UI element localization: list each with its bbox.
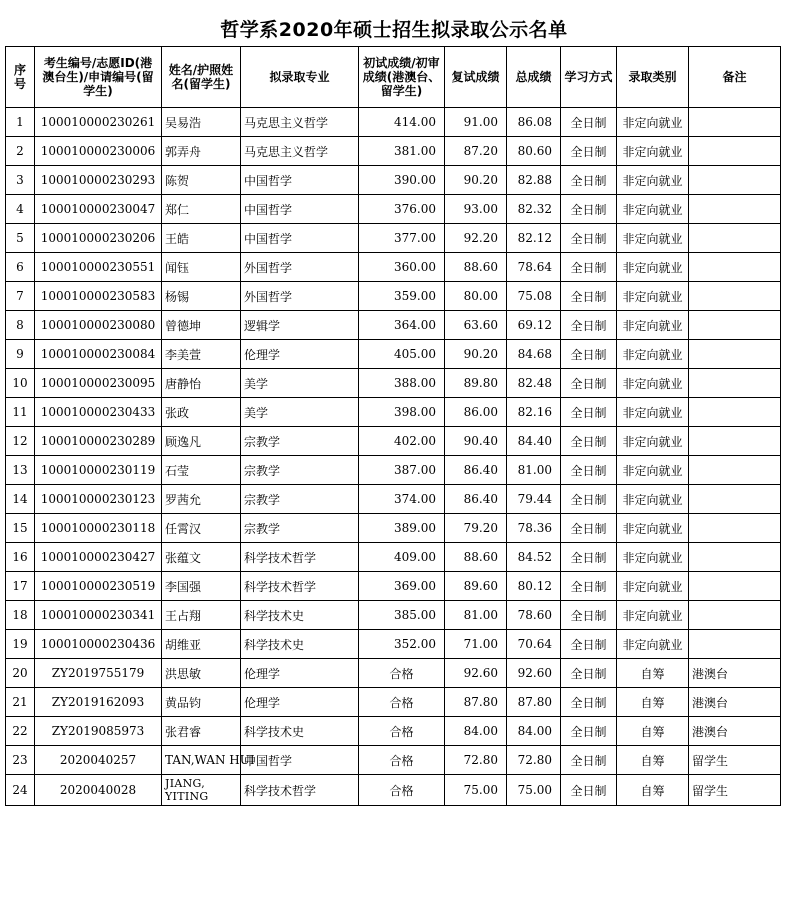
- cell-name: 顾逸凡: [162, 427, 241, 456]
- header-name: 姓名/护照姓名(留学生): [162, 47, 241, 108]
- cell-initial-score: 402.00: [359, 427, 445, 456]
- cell-retest-score: 93.00: [445, 195, 507, 224]
- cell-category: 非定向就业: [617, 572, 689, 601]
- cell-name: 李美萱: [162, 340, 241, 369]
- cell-retest-score: 80.00: [445, 282, 507, 311]
- cell-name: 黄品钧: [162, 688, 241, 717]
- cell-id: 2020040257: [35, 746, 162, 775]
- table-row: [6, 340, 781, 369]
- cell-note: [689, 311, 781, 340]
- cell-category: 非定向就业: [617, 166, 689, 195]
- cell-name: 洪思敏: [162, 659, 241, 688]
- cell-retest-score: 91.00: [445, 108, 507, 137]
- cell-category: 非定向就业: [617, 282, 689, 311]
- header-row: [6, 47, 781, 108]
- cell-major: 宗教学: [241, 485, 359, 514]
- cell-major: 宗教学: [241, 514, 359, 543]
- header-seq: 序号: [6, 47, 35, 108]
- cell-study-mode: 全日制: [561, 485, 617, 514]
- cell-note: [689, 369, 781, 398]
- cell-name: 唐静怡: [162, 369, 241, 398]
- cell-note: 港澳台: [689, 659, 781, 688]
- cell-retest-score: 92.60: [445, 659, 507, 688]
- cell-study-mode: 全日制: [561, 311, 617, 340]
- cell-note: [689, 340, 781, 369]
- page-title: 哲学系2020年硕士招生拟录取公示名单: [220, 19, 568, 41]
- table-row: [6, 456, 781, 485]
- cell-name: 郑仁: [162, 195, 241, 224]
- cell-category: 非定向就业: [617, 398, 689, 427]
- cell-initial-score: 377.00: [359, 224, 445, 253]
- cell-total-score: 82.32: [507, 195, 561, 224]
- cell-total-score: 80.60: [507, 137, 561, 166]
- cell-study-mode: 全日制: [561, 630, 617, 659]
- cell-note: 港澳台: [689, 688, 781, 717]
- cell-seq: 6: [6, 253, 35, 282]
- cell-note: [689, 253, 781, 282]
- cell-seq: 24: [6, 775, 35, 806]
- cell-id: 100010000230118: [35, 514, 162, 543]
- cell-study-mode: 全日制: [561, 688, 617, 717]
- cell-major: 科学技术史: [241, 717, 359, 746]
- cell-category: 自筹: [617, 775, 689, 806]
- cell-category: 非定向就业: [617, 311, 689, 340]
- header-total-score: 总成绩: [507, 47, 561, 108]
- cell-retest-score: 92.20: [445, 224, 507, 253]
- admission-table: [5, 46, 781, 806]
- cell-major: 美学: [241, 398, 359, 427]
- cell-id: 100010000230123: [35, 485, 162, 514]
- cell-retest-score: 81.00: [445, 601, 507, 630]
- cell-major: 科学技术哲学: [241, 775, 359, 806]
- table-row: [6, 659, 781, 688]
- cell-total-score: 84.00: [507, 717, 561, 746]
- cell-total-score: 92.60: [507, 659, 561, 688]
- cell-total-score: 78.60: [507, 601, 561, 630]
- cell-note: [689, 601, 781, 630]
- cell-initial-score: 合格: [359, 746, 445, 775]
- cell-name: 曾德坤: [162, 311, 241, 340]
- cell-category: 非定向就业: [617, 195, 689, 224]
- cell-study-mode: 全日制: [561, 456, 617, 485]
- cell-id: 100010000230436: [35, 630, 162, 659]
- cell-seq: 11: [6, 398, 35, 427]
- cell-id: 100010000230047: [35, 195, 162, 224]
- cell-category: 非定向就业: [617, 543, 689, 572]
- cell-id: 100010000230095: [35, 369, 162, 398]
- cell-initial-score: 387.00: [359, 456, 445, 485]
- cell-total-score: 87.80: [507, 688, 561, 717]
- table-row: [6, 311, 781, 340]
- cell-category: 非定向就业: [617, 427, 689, 456]
- cell-study-mode: 全日制: [561, 224, 617, 253]
- cell-study-mode: 全日制: [561, 601, 617, 630]
- table-row: [6, 746, 781, 775]
- cell-name: JIANG, YITING: [162, 775, 241, 806]
- cell-total-score: 82.88: [507, 166, 561, 195]
- cell-category: 非定向就业: [617, 514, 689, 543]
- cell-seq: 19: [6, 630, 35, 659]
- cell-note: 留学生: [689, 746, 781, 775]
- cell-category: 非定向就业: [617, 108, 689, 137]
- cell-seq: 17: [6, 572, 35, 601]
- cell-name: 杨锡: [162, 282, 241, 311]
- cell-total-score: 86.08: [507, 108, 561, 137]
- cell-category: 自筹: [617, 746, 689, 775]
- cell-name: 郭弄舟: [162, 137, 241, 166]
- cell-id: 100010000230206: [35, 224, 162, 253]
- cell-total-score: 84.40: [507, 427, 561, 456]
- cell-id: ZY2019755179: [35, 659, 162, 688]
- cell-id: ZY2019085973: [35, 717, 162, 746]
- cell-total-score: 81.00: [507, 456, 561, 485]
- cell-id: 100010000230551: [35, 253, 162, 282]
- cell-note: [689, 282, 781, 311]
- cell-note: 港澳台: [689, 717, 781, 746]
- cell-initial-score: 390.00: [359, 166, 445, 195]
- table-row: [6, 137, 781, 166]
- cell-major: 伦理学: [241, 340, 359, 369]
- cell-note: [689, 630, 781, 659]
- cell-name: 王皓: [162, 224, 241, 253]
- cell-category: 非定向就业: [617, 601, 689, 630]
- cell-id: 100010000230006: [35, 137, 162, 166]
- cell-study-mode: 全日制: [561, 543, 617, 572]
- header-initial-score: 初试成绩/初审成绩(港澳台、留学生): [359, 47, 445, 108]
- cell-id: 100010000230119: [35, 456, 162, 485]
- cell-category: 非定向就业: [617, 456, 689, 485]
- table-row: [6, 630, 781, 659]
- cell-seq: 9: [6, 340, 35, 369]
- table-row: [6, 543, 781, 572]
- cell-initial-score: 376.00: [359, 195, 445, 224]
- cell-name: 胡维亚: [162, 630, 241, 659]
- header-major: 拟录取专业: [241, 47, 359, 108]
- cell-category: 非定向就业: [617, 137, 689, 166]
- table-row: [6, 195, 781, 224]
- table-row: [6, 688, 781, 717]
- cell-total-score: 79.44: [507, 485, 561, 514]
- cell-note: [689, 485, 781, 514]
- cell-total-score: 69.12: [507, 311, 561, 340]
- table-row: [6, 601, 781, 630]
- cell-initial-score: 合格: [359, 717, 445, 746]
- cell-major: 逻辑学: [241, 311, 359, 340]
- cell-retest-score: 84.00: [445, 717, 507, 746]
- cell-total-score: 75.00: [507, 775, 561, 806]
- cell-retest-score: 89.60: [445, 572, 507, 601]
- cell-major: 中国哲学: [241, 166, 359, 195]
- cell-study-mode: 全日制: [561, 775, 617, 806]
- cell-category: 非定向就业: [617, 630, 689, 659]
- cell-study-mode: 全日制: [561, 253, 617, 282]
- cell-initial-score: 合格: [359, 775, 445, 806]
- cell-seq: 22: [6, 717, 35, 746]
- table-row: [6, 108, 781, 137]
- cell-retest-score: 90.40: [445, 427, 507, 456]
- cell-seq: 15: [6, 514, 35, 543]
- cell-id: 100010000230427: [35, 543, 162, 572]
- header-id: 考生编号/志愿ID(港澳台生)/申请编号(留学生): [35, 47, 162, 108]
- cell-seq: 16: [6, 543, 35, 572]
- cell-name: 陈贺: [162, 166, 241, 195]
- cell-note: [689, 456, 781, 485]
- cell-initial-score: 388.00: [359, 369, 445, 398]
- cell-name: 张君睿: [162, 717, 241, 746]
- cell-note: [689, 166, 781, 195]
- cell-id: 2020040028: [35, 775, 162, 806]
- cell-initial-score: 381.00: [359, 137, 445, 166]
- cell-seq: 13: [6, 456, 35, 485]
- cell-retest-score: 75.00: [445, 775, 507, 806]
- cell-initial-score: 合格: [359, 688, 445, 717]
- header-category: 录取类别: [617, 47, 689, 108]
- table-row: [6, 485, 781, 514]
- cell-note: [689, 108, 781, 137]
- cell-study-mode: 全日制: [561, 340, 617, 369]
- cell-retest-score: 86.40: [445, 485, 507, 514]
- cell-initial-score: 364.00: [359, 311, 445, 340]
- cell-study-mode: 全日制: [561, 282, 617, 311]
- cell-initial-score: 414.00: [359, 108, 445, 137]
- cell-study-mode: 全日制: [561, 166, 617, 195]
- table-row: [6, 717, 781, 746]
- cell-total-score: 75.08: [507, 282, 561, 311]
- cell-note: 留学生: [689, 775, 781, 806]
- cell-study-mode: 全日制: [561, 137, 617, 166]
- cell-seq: 12: [6, 427, 35, 456]
- cell-total-score: 80.12: [507, 572, 561, 601]
- cell-id: 100010000230519: [35, 572, 162, 601]
- table-row: [6, 166, 781, 195]
- cell-major: 中国哲学: [241, 224, 359, 253]
- cell-seq: 4: [6, 195, 35, 224]
- cell-name: 任霄汉: [162, 514, 241, 543]
- cell-note: [689, 137, 781, 166]
- cell-initial-score: 398.00: [359, 398, 445, 427]
- cell-total-score: 82.12: [507, 224, 561, 253]
- cell-retest-score: 86.40: [445, 456, 507, 485]
- cell-id: 100010000230080: [35, 311, 162, 340]
- cell-retest-score: 90.20: [445, 340, 507, 369]
- cell-major: 马克思主义哲学: [241, 137, 359, 166]
- table-row: [6, 369, 781, 398]
- header-study-mode: 学习方式: [561, 47, 617, 108]
- cell-initial-score: 360.00: [359, 253, 445, 282]
- cell-note: [689, 224, 781, 253]
- cell-major: 伦理学: [241, 688, 359, 717]
- cell-category: 非定向就业: [617, 485, 689, 514]
- table-row: [6, 572, 781, 601]
- cell-name: TAN,WAN HUI: [162, 746, 241, 775]
- cell-seq: 14: [6, 485, 35, 514]
- cell-name: 罗茜允: [162, 485, 241, 514]
- cell-total-score: 82.48: [507, 369, 561, 398]
- table-row: [6, 398, 781, 427]
- cell-total-score: 84.52: [507, 543, 561, 572]
- cell-category: 自筹: [617, 659, 689, 688]
- cell-category: 非定向就业: [617, 369, 689, 398]
- cell-note: [689, 514, 781, 543]
- table-body: [6, 108, 781, 806]
- cell-name: 闻钰: [162, 253, 241, 282]
- cell-id: ZY2019162093: [35, 688, 162, 717]
- cell-study-mode: 全日制: [561, 659, 617, 688]
- cell-seq: 20: [6, 659, 35, 688]
- cell-retest-score: 71.00: [445, 630, 507, 659]
- cell-name: 吴易浩: [162, 108, 241, 137]
- cell-category: 非定向就业: [617, 224, 689, 253]
- cell-retest-score: 63.60: [445, 311, 507, 340]
- cell-total-score: 78.64: [507, 253, 561, 282]
- cell-major: 美学: [241, 369, 359, 398]
- cell-study-mode: 全日制: [561, 108, 617, 137]
- cell-category: 非定向就业: [617, 340, 689, 369]
- cell-study-mode: 全日制: [561, 717, 617, 746]
- cell-study-mode: 全日制: [561, 427, 617, 456]
- cell-study-mode: 全日制: [561, 195, 617, 224]
- cell-retest-score: 79.20: [445, 514, 507, 543]
- cell-study-mode: 全日制: [561, 398, 617, 427]
- cell-study-mode: 全日制: [561, 572, 617, 601]
- table-row: [6, 253, 781, 282]
- cell-major: 中国哲学: [241, 195, 359, 224]
- table-row: [6, 224, 781, 253]
- cell-major: 宗教学: [241, 456, 359, 485]
- cell-name: 李国强: [162, 572, 241, 601]
- cell-initial-score: 409.00: [359, 543, 445, 572]
- cell-retest-score: 89.80: [445, 369, 507, 398]
- cell-id: 100010000230261: [35, 108, 162, 137]
- cell-major: 外国哲学: [241, 282, 359, 311]
- cell-total-score: 82.16: [507, 398, 561, 427]
- cell-study-mode: 全日制: [561, 746, 617, 775]
- table-row: [6, 514, 781, 543]
- cell-major: 科学技术哲学: [241, 543, 359, 572]
- cell-total-score: 72.80: [507, 746, 561, 775]
- cell-major: 伦理学: [241, 659, 359, 688]
- cell-initial-score: 合格: [359, 659, 445, 688]
- cell-name: 张政: [162, 398, 241, 427]
- cell-name: 张蕴文: [162, 543, 241, 572]
- cell-major: 外国哲学: [241, 253, 359, 282]
- cell-retest-score: 72.80: [445, 746, 507, 775]
- cell-study-mode: 全日制: [561, 369, 617, 398]
- cell-note: [689, 195, 781, 224]
- cell-note: [689, 543, 781, 572]
- cell-total-score: 84.68: [507, 340, 561, 369]
- cell-study-mode: 全日制: [561, 514, 617, 543]
- table-row: [6, 427, 781, 456]
- cell-seq: 5: [6, 224, 35, 253]
- cell-initial-score: 405.00: [359, 340, 445, 369]
- cell-retest-score: 90.20: [445, 166, 507, 195]
- cell-initial-score: 389.00: [359, 514, 445, 543]
- cell-seq: 8: [6, 311, 35, 340]
- cell-category: 非定向就业: [617, 253, 689, 282]
- cell-major: 科学技术史: [241, 601, 359, 630]
- cell-id: 100010000230583: [35, 282, 162, 311]
- header-retest-score: 复试成绩: [445, 47, 507, 108]
- cell-id: 100010000230289: [35, 427, 162, 456]
- cell-initial-score: 359.00: [359, 282, 445, 311]
- cell-major: 宗教学: [241, 427, 359, 456]
- table-row: [6, 282, 781, 311]
- header-note: 备注: [689, 47, 781, 108]
- cell-seq: 7: [6, 282, 35, 311]
- cell-id: 100010000230433: [35, 398, 162, 427]
- cell-retest-score: 86.00: [445, 398, 507, 427]
- cell-note: [689, 572, 781, 601]
- cell-major: 科学技术史: [241, 630, 359, 659]
- cell-retest-score: 88.60: [445, 543, 507, 572]
- cell-retest-score: 88.60: [445, 253, 507, 282]
- cell-initial-score: 352.00: [359, 630, 445, 659]
- cell-total-score: 78.36: [507, 514, 561, 543]
- cell-name: 石莹: [162, 456, 241, 485]
- cell-seq: 21: [6, 688, 35, 717]
- cell-id: 100010000230293: [35, 166, 162, 195]
- cell-major: 马克思主义哲学: [241, 108, 359, 137]
- cell-seq: 23: [6, 746, 35, 775]
- cell-note: [689, 398, 781, 427]
- cell-retest-score: 87.80: [445, 688, 507, 717]
- cell-major: 中国哲学: [241, 746, 359, 775]
- table-row: [6, 775, 781, 806]
- cell-category: 自筹: [617, 688, 689, 717]
- cell-total-score: 70.64: [507, 630, 561, 659]
- cell-seq: 10: [6, 369, 35, 398]
- cell-seq: 18: [6, 601, 35, 630]
- cell-name: 王占翔: [162, 601, 241, 630]
- cell-retest-score: 87.20: [445, 137, 507, 166]
- cell-id: 100010000230341: [35, 601, 162, 630]
- cell-category: 自筹: [617, 717, 689, 746]
- cell-seq: 3: [6, 166, 35, 195]
- cell-initial-score: 369.00: [359, 572, 445, 601]
- cell-major: 科学技术哲学: [241, 572, 359, 601]
- cell-seq: 1: [6, 108, 35, 137]
- cell-initial-score: 385.00: [359, 601, 445, 630]
- cell-seq: 2: [6, 137, 35, 166]
- cell-initial-score: 374.00: [359, 485, 445, 514]
- cell-note: [689, 427, 781, 456]
- cell-id: 100010000230084: [35, 340, 162, 369]
